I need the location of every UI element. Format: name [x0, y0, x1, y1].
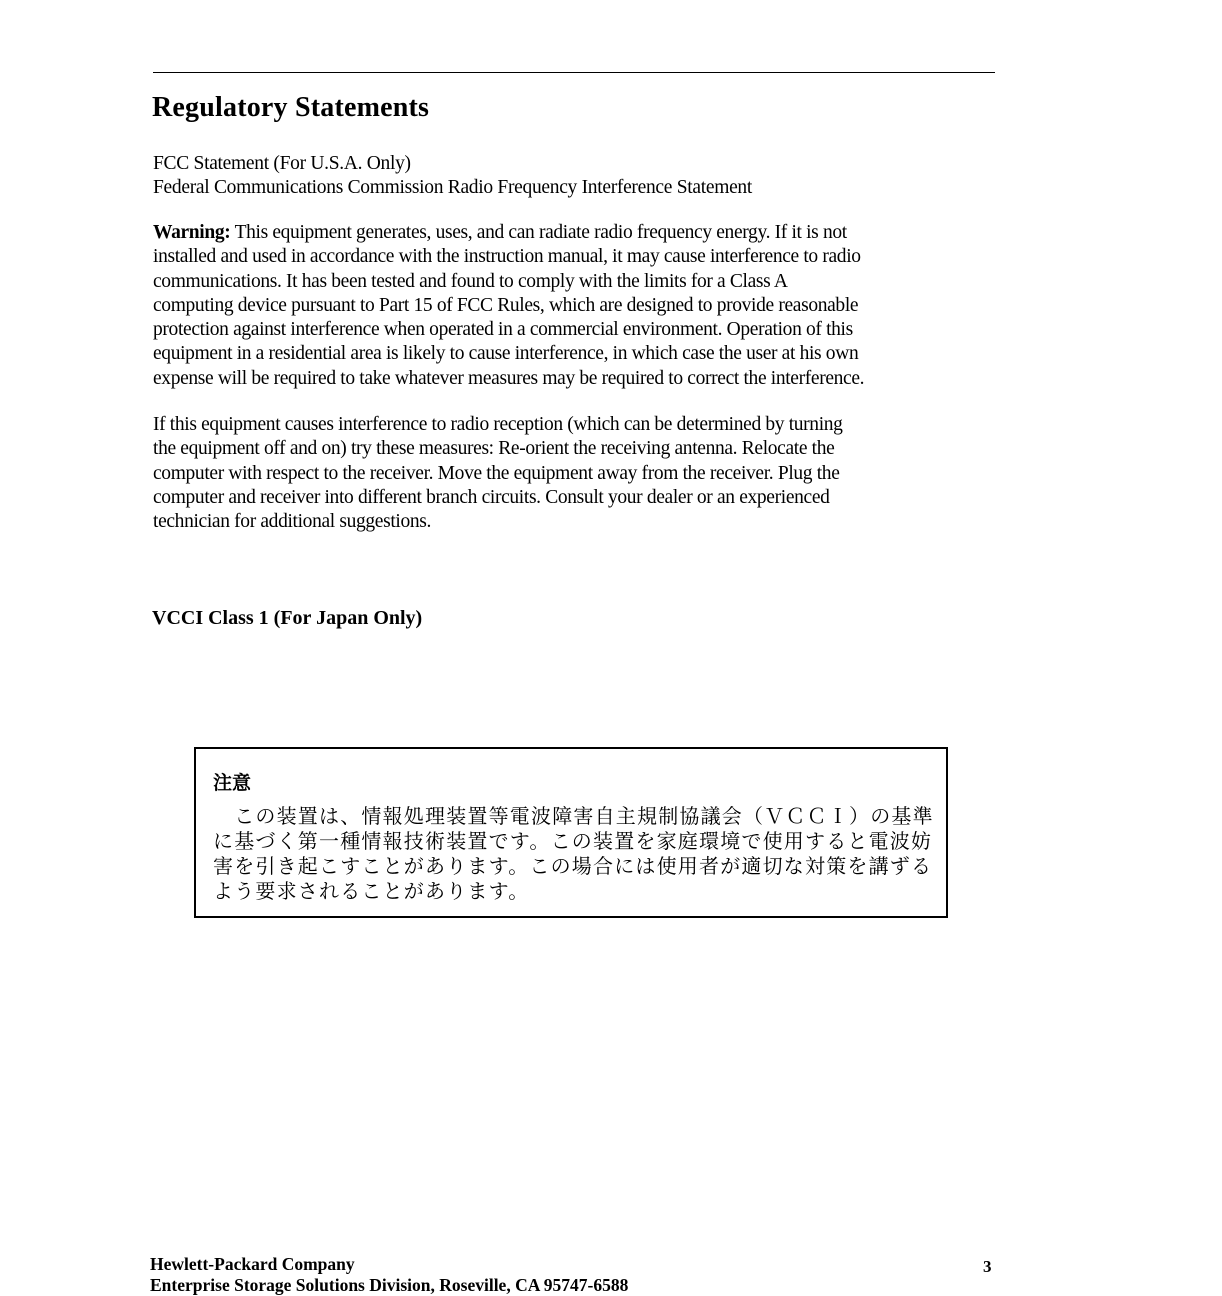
vcci-notice-body — [213, 804, 937, 904]
page-title: Regulatory Statements — [152, 92, 430, 123]
measures-line: the equipment off and on) try these measures: Re-orient the receiving antenna. Relocate the — [153, 438, 835, 460]
footer-division: Enterprise Storage Solutions Division, Roseville, CA 95747-6588 — [150, 1275, 629, 1295]
warning-line-text: This equipment generates, uses, and can radiate radio frequency energy. If it is not — [230, 222, 847, 243]
vcci-notice-line: 害を引き起こすことがあります。この場合には使用者が適切な対策を講ずる — [213, 854, 933, 878]
page-number: 3 — [983, 1257, 992, 1276]
vcci-notice-title: 注意 — [213, 772, 252, 794]
top-rule — [153, 72, 995, 73]
footer-company: Hewlett-Packard Company — [150, 1254, 355, 1274]
vcci-notice-line: に基づく第一種情報技術装置です。この装置を家庭環境で使用すると電波妨 — [213, 829, 933, 853]
warning-line: protection against interference when operated in a commercial environment. Operation of this — [153, 319, 853, 341]
warning-label: Warning: — [153, 222, 231, 243]
warning-line — [153, 221, 998, 245]
fcc-heading — [153, 152, 752, 200]
measures-line: If this equipment causes interference to radio reception (which can be determined by turning — [153, 414, 843, 435]
vcci-notice-line: よう要求されることがあります。 — [213, 879, 530, 903]
footer — [150, 1254, 628, 1296]
warning-line: equipment in a residential area is likely to cause interference, in which case the user at his own — [153, 343, 859, 365]
warning-line: computing device pursuant to Part 15 of FCC Rules, which are designed to provide reasonable — [153, 294, 859, 316]
fcc-warning-paragraph — [153, 221, 998, 391]
warning-line: communications. It has been tested and found to comply with the limits for a Class A — [153, 270, 788, 292]
vcci-notice-line: この装置は、情報処理装置等電波障害自主規制協議会（ＶＣＣＩ）の基準 — [213, 804, 934, 828]
measures-line: technician for additional suggestions. — [153, 511, 432, 533]
fcc-heading-line-1: FCC Statement (For U.S.A. Only) — [153, 153, 411, 174]
warning-line: installed and used in accordance with the instruction manual, it may cause interference to radio — [153, 246, 861, 268]
measures-line: computer and receiver into different branch circuits. Consult your dealer or an experienced — [153, 486, 830, 508]
fcc-measures-paragraph — [153, 413, 998, 534]
vcci-heading: VCCI Class 1 (For Japan Only) — [152, 607, 423, 629]
vcci-notice-box — [194, 747, 948, 918]
measures-line: computer with respect to the receiver. Move the equipment away from the receiver. Plug the — [153, 462, 840, 484]
fcc-heading-line-2: Federal Communications Commission Radio Frequency Interference Statement — [153, 177, 753, 198]
warning-line: expense will be required to take whatever measures may be required to correct the interference. — [153, 367, 865, 389]
